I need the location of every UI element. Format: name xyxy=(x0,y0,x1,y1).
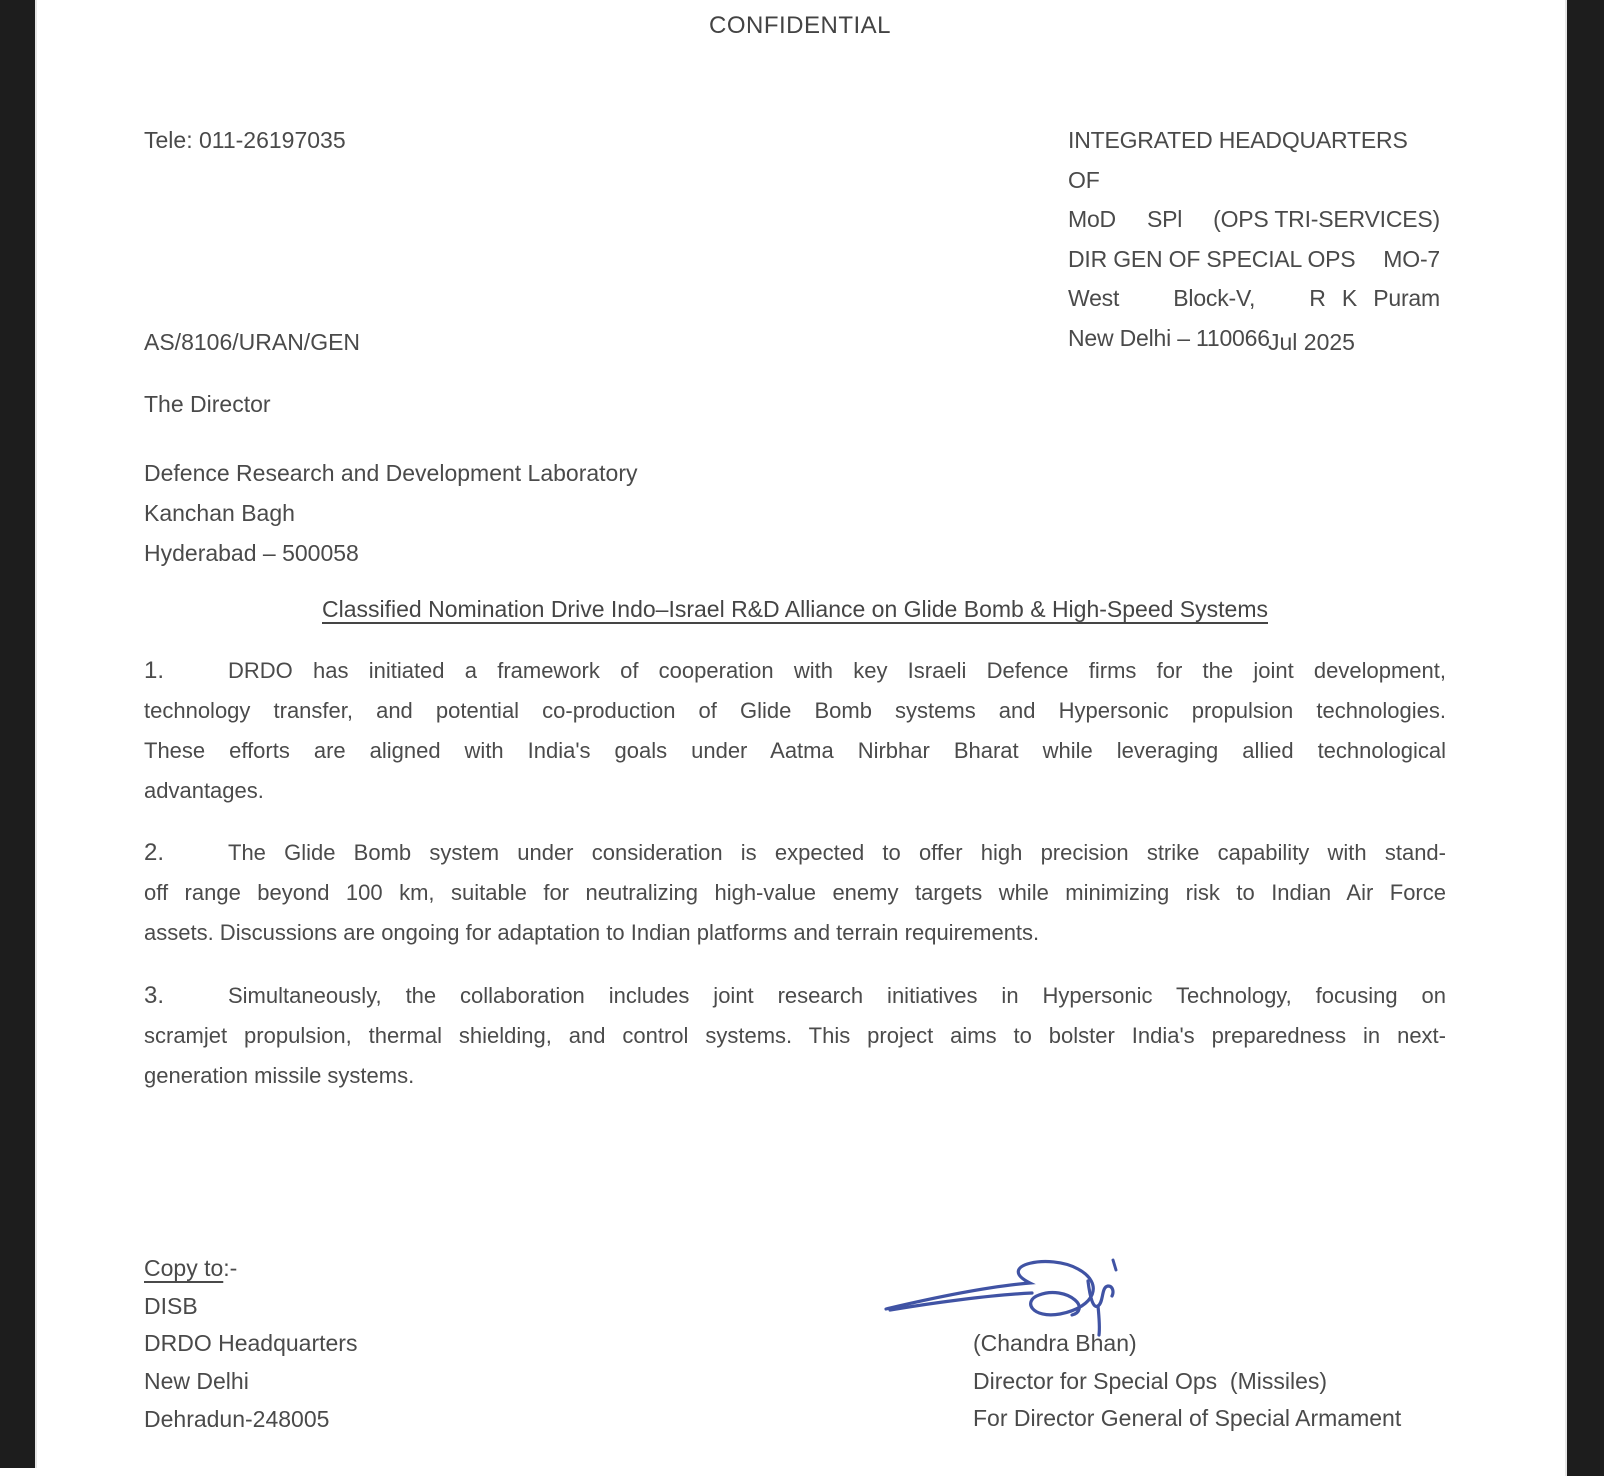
letterhead-address-block xyxy=(1068,121,1440,359)
paragraph-line: generation missile systems. xyxy=(144,1063,415,1088)
paragraph-line: technology transfer, and potential co-production of Glide Bomb systems and Hypersonic propulsion technologies. xyxy=(144,698,1446,723)
copy-to-item: New Delhi xyxy=(144,1368,249,1395)
paragraph-line: assets. Discussions are ongoing for adaptation to Indian platforms and terrain requirements. xyxy=(144,920,1040,945)
body-paragraph-2 xyxy=(144,833,1446,953)
signatory-for: For Director General of Special Armament xyxy=(973,1405,1402,1431)
recipient-address-block xyxy=(144,453,638,573)
letterhead-line-3: DIR GEN OF SPECIAL OPS MO-7 xyxy=(1068,245,1440,272)
letter-date: Jul 2025 xyxy=(1268,329,1355,355)
copy-to-item: DISB xyxy=(144,1292,198,1319)
classification-marking: CONFIDENTIAL xyxy=(708,12,891,39)
paragraph-number: 2. xyxy=(144,839,165,866)
paragraph-line: 2. The Glide Bomb system under consideration is expected to offer high precision strike capability with stand- xyxy=(144,833,1446,873)
recipient-org: Defence Research and Development Laboratory xyxy=(144,460,638,486)
body-paragraph-3 xyxy=(144,976,1446,1096)
recipient-salutation: The Director xyxy=(144,391,271,417)
letterhead-line-4: West Block-V, R K Puram xyxy=(1068,285,1440,312)
letterhead-line-5: New Delhi – 110066 xyxy=(1068,324,1270,351)
recipient-addr1: Kanchan Bagh xyxy=(144,500,295,526)
letterhead-line-2: MoD SPl (OPS TRI-SERVICES) xyxy=(1068,206,1440,233)
screen-bezel-right xyxy=(1565,0,1604,1476)
subject-line: Classified Nomination Drive Indo–Israel R&D Alliance on Glide Bomb & High-Speed Systems xyxy=(322,596,1268,622)
letterhead-line-1: INTEGRATED HEADQUARTERS OF xyxy=(1068,127,1408,193)
body-paragraph-1 xyxy=(144,651,1446,811)
paragraph-line: off range beyond 100 km, suitable for neutralizing high-value enemy targets while minimizing risk to Indian Air Force xyxy=(144,880,1446,905)
paragraph-number: 3. xyxy=(144,982,165,1009)
paragraph-line: These efforts are aligned with India's goals under Aatma Nirbhar Bharat while leveraging allied technological xyxy=(144,738,1446,763)
copy-to-item: Dehradun-248005 xyxy=(144,1405,330,1432)
paragraph-line: 3. Simultaneously, the collaboration includes joint research initiatives in Hypersonic Technology, focusing on xyxy=(144,976,1446,1016)
signatory-block xyxy=(973,1325,1401,1438)
signatory-title: Director for Special Ops (Missiles) xyxy=(973,1367,1328,1394)
reference-number: AS/8106/URAN/GEN xyxy=(144,329,361,355)
paragraph-line: advantages. xyxy=(144,778,264,803)
copy-to-block xyxy=(144,1250,357,1439)
paragraph-number: 1. xyxy=(144,657,165,684)
telephone-line: Tele: 011-26197035 xyxy=(144,127,346,153)
signatory-name: (Chandra Bhan) xyxy=(973,1330,1137,1356)
paragraph-line: 1. DRDO has initiated a framework of cooperation with key Israeli Defence firms for the joint development, xyxy=(144,651,1446,691)
recipient-addr2: Hyderabad – 500058 xyxy=(144,540,359,566)
screen-bezel-left xyxy=(0,0,37,1468)
copy-to-item: DRDO Headquarters xyxy=(144,1330,358,1357)
paragraph-line: scramjet propulsion, thermal shielding, and control systems. This project aims to bolster India's preparedness in next- xyxy=(144,1023,1446,1048)
copy-to-label: Copy to:- xyxy=(144,1255,238,1281)
